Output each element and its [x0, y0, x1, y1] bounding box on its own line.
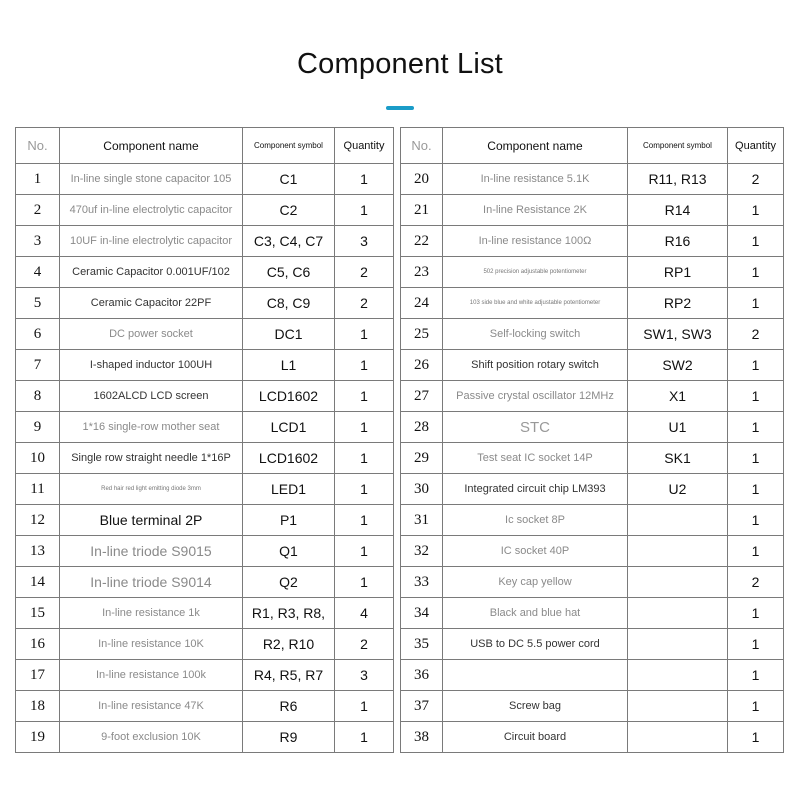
component-quantity: 1	[728, 505, 784, 536]
component-symbol: C3, C4, C7	[243, 226, 335, 257]
component-symbol: SW1, SW3	[628, 319, 728, 350]
component-name: Screw bag	[443, 691, 628, 722]
component-name: Shift position rotary switch	[443, 350, 628, 381]
component-quantity: 1	[335, 691, 394, 722]
component-name: Ic socket 8P	[443, 505, 628, 536]
table-row	[16, 381, 394, 412]
component-quantity: 1	[728, 195, 784, 226]
component-quantity: 1	[335, 474, 394, 505]
table-row	[16, 257, 394, 288]
row-number: 10	[16, 443, 60, 474]
component-symbol: U1	[628, 412, 728, 443]
row-number: 15	[16, 598, 60, 629]
component-name: Black and blue hat	[443, 598, 628, 629]
component-symbol: R4, R5, R7	[243, 660, 335, 691]
component-symbol: LCD1602	[243, 443, 335, 474]
row-number: 19	[16, 722, 60, 753]
header-no: No.	[16, 128, 60, 164]
row-number: 35	[401, 629, 443, 660]
header-quantity: Quantity	[728, 128, 784, 164]
component-symbol: LED1	[243, 474, 335, 505]
table-row	[16, 319, 394, 350]
component-name: Single row straight needle 1*16P	[60, 443, 243, 474]
component-symbol: C8, C9	[243, 288, 335, 319]
table-row	[401, 660, 784, 691]
component-quantity: 2	[728, 164, 784, 195]
component-quantity: 1	[728, 381, 784, 412]
component-symbol: R6	[243, 691, 335, 722]
row-number: 34	[401, 598, 443, 629]
component-symbol	[628, 691, 728, 722]
component-name: Blue terminal 2P	[60, 505, 243, 536]
header-component-symbol: Component symbol	[628, 128, 728, 164]
component-quantity: 1	[335, 350, 394, 381]
header-quantity: Quantity	[335, 128, 394, 164]
component-table-right	[400, 127, 784, 753]
component-symbol: R14	[628, 195, 728, 226]
component-name: DC power socket	[60, 319, 243, 350]
component-symbol: U2	[628, 474, 728, 505]
row-number: 33	[401, 567, 443, 598]
table-row	[401, 629, 784, 660]
component-name	[443, 660, 628, 691]
component-symbol: R9	[243, 722, 335, 753]
table-row	[401, 164, 784, 195]
component-symbol: R1, R3, R8,	[243, 598, 335, 629]
component-name: In-line triode S9015	[60, 536, 243, 567]
component-quantity: 3	[335, 660, 394, 691]
component-quantity: 1	[728, 629, 784, 660]
component-quantity: 1	[728, 722, 784, 753]
component-symbol: C1	[243, 164, 335, 195]
component-name: Red hair red light emitting diode 3mm	[60, 474, 243, 505]
component-name: 9-foot exclusion 10K	[60, 722, 243, 753]
component-symbol: Q2	[243, 567, 335, 598]
component-quantity: 1	[728, 660, 784, 691]
component-symbol: SK1	[628, 443, 728, 474]
row-number: 27	[401, 381, 443, 412]
table-row	[16, 195, 394, 226]
table-row	[401, 536, 784, 567]
table-row	[16, 226, 394, 257]
component-quantity: 1	[335, 722, 394, 753]
table-row	[401, 350, 784, 381]
table-row	[401, 195, 784, 226]
table-row	[401, 412, 784, 443]
row-number: 30	[401, 474, 443, 505]
component-symbol	[628, 536, 728, 567]
table-row	[16, 536, 394, 567]
row-number: 36	[401, 660, 443, 691]
component-quantity: 1	[728, 257, 784, 288]
table-row	[401, 257, 784, 288]
component-name: Ceramic Capacitor 22PF	[60, 288, 243, 319]
table-row	[401, 567, 784, 598]
table-row	[16, 722, 394, 753]
row-number: 2	[16, 195, 60, 226]
row-number: 12	[16, 505, 60, 536]
table-row	[16, 164, 394, 195]
component-symbol: R11, R13	[628, 164, 728, 195]
table-row	[16, 505, 394, 536]
component-symbol: R2, R10	[243, 629, 335, 660]
component-symbol: L1	[243, 350, 335, 381]
component-symbol: C2	[243, 195, 335, 226]
component-name: In-line resistance 10K	[60, 629, 243, 660]
component-symbol: LCD1	[243, 412, 335, 443]
table-row	[16, 288, 394, 319]
component-symbol	[628, 629, 728, 660]
component-quantity: 1	[728, 443, 784, 474]
row-number: 26	[401, 350, 443, 381]
component-name: Ceramic Capacitor 0.001UF/102	[60, 257, 243, 288]
component-quantity: 1	[728, 474, 784, 505]
component-name: In-line Resistance 2K	[443, 195, 628, 226]
row-number: 9	[16, 412, 60, 443]
table-row	[16, 474, 394, 505]
component-quantity: 1	[335, 567, 394, 598]
table-row	[401, 691, 784, 722]
table-row	[401, 505, 784, 536]
component-symbol: R16	[628, 226, 728, 257]
row-number: 4	[16, 257, 60, 288]
table-row	[401, 226, 784, 257]
component-quantity: 1	[335, 164, 394, 195]
table-header-row	[401, 128, 784, 164]
component-name: In-line resistance 47K	[60, 691, 243, 722]
component-name: Passive crystal oscillator 12MHz	[443, 381, 628, 412]
component-symbol: P1	[243, 505, 335, 536]
component-quantity: 4	[335, 598, 394, 629]
table-row	[16, 567, 394, 598]
component-quantity: 1	[728, 350, 784, 381]
row-number: 20	[401, 164, 443, 195]
component-quantity: 2	[728, 319, 784, 350]
table-row	[401, 598, 784, 629]
component-name: In-line resistance 1k	[60, 598, 243, 629]
table-row	[16, 660, 394, 691]
component-symbol	[628, 598, 728, 629]
component-symbol: RP2	[628, 288, 728, 319]
component-symbol: DC1	[243, 319, 335, 350]
row-number: 13	[16, 536, 60, 567]
table-header-row	[16, 128, 394, 164]
component-name: Circuit board	[443, 722, 628, 753]
table-row	[401, 381, 784, 412]
row-number: 5	[16, 288, 60, 319]
component-name: 502 precision adjustable potentiometer	[443, 257, 628, 288]
component-name: In-line resistance 100Ω	[443, 226, 628, 257]
table-row	[16, 691, 394, 722]
row-number: 29	[401, 443, 443, 474]
component-quantity: 2	[335, 288, 394, 319]
row-number: 7	[16, 350, 60, 381]
component-quantity: 1	[728, 412, 784, 443]
component-name: In-line resistance 100k	[60, 660, 243, 691]
table-row	[401, 288, 784, 319]
header-component-symbol: Component symbol	[243, 128, 335, 164]
component-quantity: 1	[335, 381, 394, 412]
component-name: Integrated circuit chip LM393	[443, 474, 628, 505]
row-number: 21	[401, 195, 443, 226]
row-number: 8	[16, 381, 60, 412]
component-symbol: C5, C6	[243, 257, 335, 288]
component-name: IC socket 40P	[443, 536, 628, 567]
component-name: In-line triode S9014	[60, 567, 243, 598]
row-number: 11	[16, 474, 60, 505]
component-name: STC	[443, 412, 628, 443]
component-quantity: 2	[728, 567, 784, 598]
component-name: Key cap yellow	[443, 567, 628, 598]
component-quantity: 2	[335, 629, 394, 660]
component-symbol	[628, 722, 728, 753]
component-name: Test seat IC socket 14P	[443, 443, 628, 474]
component-table-left	[15, 127, 394, 753]
component-symbol	[628, 567, 728, 598]
row-number: 1	[16, 164, 60, 195]
component-symbol: Q1	[243, 536, 335, 567]
component-quantity: 2	[335, 257, 394, 288]
component-quantity: 1	[335, 195, 394, 226]
table-row	[401, 443, 784, 474]
table-row	[401, 319, 784, 350]
header-component-name: Component name	[60, 128, 243, 164]
row-number: 16	[16, 629, 60, 660]
table-row	[16, 350, 394, 381]
component-name: USB to DC 5.5 power cord	[443, 629, 628, 660]
component-quantity: 1	[335, 536, 394, 567]
table-row	[16, 443, 394, 474]
table-row	[401, 722, 784, 753]
row-number: 14	[16, 567, 60, 598]
component-name: In-line single stone capacitor 105	[60, 164, 243, 195]
component-quantity: 1	[335, 319, 394, 350]
table-body-left	[16, 164, 394, 753]
title-accent-bar	[386, 106, 414, 110]
component-quantity: 1	[728, 598, 784, 629]
component-symbol: SW2	[628, 350, 728, 381]
header-component-name: Component name	[443, 128, 628, 164]
component-name: 10UF in-line electrolytic capacitor	[60, 226, 243, 257]
component-symbol	[628, 505, 728, 536]
component-symbol: X1	[628, 381, 728, 412]
table-row	[16, 412, 394, 443]
row-number: 6	[16, 319, 60, 350]
component-name: 1602ALCD LCD screen	[60, 381, 243, 412]
component-quantity: 1	[728, 288, 784, 319]
row-number: 3	[16, 226, 60, 257]
component-name: I-shaped inductor 100UH	[60, 350, 243, 381]
component-name: 103 side blue and white adjustable potentiometer	[443, 288, 628, 319]
row-number: 18	[16, 691, 60, 722]
component-quantity: 1	[728, 536, 784, 567]
row-number: 23	[401, 257, 443, 288]
component-name: In-line resistance 5.1K	[443, 164, 628, 195]
table-row	[16, 598, 394, 629]
header-no: No.	[401, 128, 443, 164]
row-number: 38	[401, 722, 443, 753]
page-title: Component List	[297, 48, 503, 80]
component-quantity: 3	[335, 226, 394, 257]
row-number: 22	[401, 226, 443, 257]
component-quantity: 1	[335, 412, 394, 443]
component-quantity: 1	[728, 226, 784, 257]
row-number: 32	[401, 536, 443, 567]
row-number: 37	[401, 691, 443, 722]
component-symbol	[628, 660, 728, 691]
table-body-right	[401, 164, 784, 753]
component-name: 470uf in-line electrolytic capacitor	[60, 195, 243, 226]
table-row	[16, 629, 394, 660]
component-symbol: LCD1602	[243, 381, 335, 412]
component-symbol: RP1	[628, 257, 728, 288]
component-name: Self-locking switch	[443, 319, 628, 350]
component-quantity: 1	[335, 443, 394, 474]
row-number: 28	[401, 412, 443, 443]
component-name: 1*16 single-row mother seat	[60, 412, 243, 443]
row-number: 25	[401, 319, 443, 350]
row-number: 31	[401, 505, 443, 536]
row-number: 24	[401, 288, 443, 319]
table-row	[401, 474, 784, 505]
row-number: 17	[16, 660, 60, 691]
component-quantity: 1	[335, 505, 394, 536]
component-quantity: 1	[728, 691, 784, 722]
